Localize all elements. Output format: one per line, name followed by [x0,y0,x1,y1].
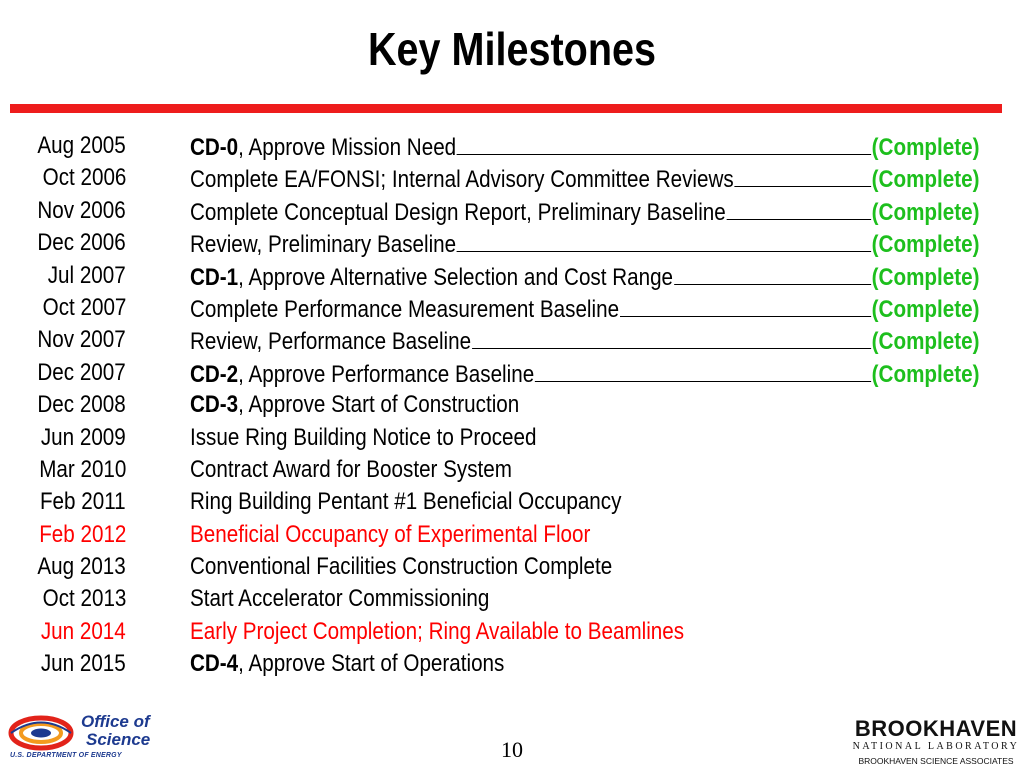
milestone-description [190,486,979,518]
milestone-row [0,454,1024,486]
milestone-date: Feb 2012 [38,520,126,548]
milestone-date: Oct 2013 [42,585,126,613]
status-complete: (Complete) [871,166,980,194]
milestone-text-body: Complete EA/FONSI; Internal Advisory Committee Reviews [190,166,734,194]
bnl-logo-name: BROOKHAVEN [854,716,1018,741]
milestone-text-body: Contract Award for Booster System [190,455,512,483]
milestone-description [190,357,979,391]
milestone-date: Aug 2013 [37,553,126,581]
milestone-description [190,227,979,261]
status-complete: (Complete) [871,134,980,161]
bnl-logo-lab: NATIONAL LABORATORY [852,741,1020,752]
milestone-text-body: , Approve Performance Baseline [238,360,535,388]
title-rule [10,104,1002,113]
milestone-description [190,422,979,454]
milestone-text-body: Ring Building Pentant #1 Beneficial Occupancy [190,488,622,516]
milestone-description [190,130,979,164]
milestone-row [0,227,1024,259]
milestone-text-body: Start Accelerator Commissioning [190,585,490,613]
milestone-text [190,294,619,326]
milestone-row [0,162,1024,194]
milestone-row [0,486,1024,518]
milestone-description [190,616,979,648]
milestone-text-body: Beneficial Occupancy of Experimental Floor [190,520,591,548]
milestone-description [190,195,979,229]
milestone-date: Oct 2006 [42,164,126,192]
milestone-description [190,162,979,196]
milestone-text-body: , Approve Alternative Selection and Cost Range [238,263,674,291]
milestone-text [190,551,612,583]
milestone-description [190,454,979,486]
doe-swirl-icon [8,714,78,752]
milestone-date: Mar 2010 [38,455,126,483]
status-complete: (Complete) [871,295,980,323]
milestone-text [190,616,684,648]
status-complete: (Complete) [871,231,980,259]
leader-line [674,260,871,285]
milestone-text [190,326,471,358]
critical-decision-label: CD-1 [190,263,239,291]
milestone-row [0,195,1024,227]
critical-decision-label: CD-0 [190,134,239,161]
milestone-text [190,422,536,454]
status-complete: (Complete) [871,328,980,356]
leader-line [457,227,871,252]
leader-line [735,162,871,187]
milestone-text [190,583,489,615]
status-complete: (Complete) [871,360,980,388]
milestone-date: Jun 2014 [41,617,126,645]
milestone-description [190,583,979,615]
milestone-date: Jun 2009 [41,423,126,451]
milestone-text-body: Issue Ring Building Notice to Proceed [190,423,537,451]
bnl-logo-associates: BROOKHAVEN SCIENCE ASSOCIATES [858,756,1014,766]
milestone-text [190,164,734,196]
page-number: 10 [501,737,523,762]
milestone-row [0,292,1024,324]
milestone-description [190,519,979,551]
milestone-row [0,324,1024,356]
milestone-date: Dec 2006 [37,229,126,257]
milestone-text-body: Early Project Completion; Ring Available to Beamlines [190,617,685,645]
leader-line [727,195,871,220]
milestone-date: Jun 2015 [41,650,126,678]
status-complete: (Complete) [871,263,980,291]
milestone-description [190,292,979,326]
critical-decision-label: CD-3 [190,391,239,419]
milestone-description [190,260,979,294]
milestone-text-body: Review, Preliminary Baseline [190,231,457,259]
milestone-text [190,197,726,229]
milestone-text [190,454,512,486]
doe-logo-line2: Science [86,730,151,749]
milestone-date: Aug 2005 [37,132,126,159]
milestone-description [190,648,979,680]
milestone-description [190,389,979,421]
milestone-row [0,389,1024,421]
milestone-list [0,130,1024,681]
milestone-row [0,551,1024,583]
slide-title: Key Milestones [367,23,657,75]
milestone-date: Dec 2007 [37,358,126,386]
milestone-text [190,519,590,551]
milestone-date: Nov 2007 [37,326,126,354]
milestone-date: Feb 2011 [40,488,126,516]
critical-decision-label: CD-4 [190,650,239,678]
milestone-text-body: Complete Performance Measurement Baseline [190,295,620,323]
milestone-row [0,519,1024,551]
milestone-text [190,229,456,261]
doe-logo-line1: Office of [81,712,150,731]
leader-line [457,130,871,155]
milestone-date: Oct 2007 [42,293,126,321]
milestone-row [0,422,1024,454]
brookhaven-logo [850,718,1022,766]
milestone-text [190,486,621,518]
milestone-description [190,551,979,583]
leader-line [472,324,871,349]
milestone-date: Jul 2007 [47,261,126,289]
leader-line [620,292,871,317]
milestone-row [0,357,1024,389]
milestone-text-body: , Approve Mission Need [238,134,457,161]
milestone-text [190,648,504,680]
milestone-row [0,616,1024,648]
status-complete: (Complete) [871,198,980,226]
milestone-text-body: , Approve Start of Operations [238,650,505,678]
milestone-text [190,262,673,294]
milestone-date: Dec 2008 [37,391,126,419]
milestone-text [190,389,519,421]
milestone-row [0,130,1024,162]
milestone-row [0,583,1024,615]
doe-logo-line3: U.S. DEPARTMENT OF ENERGY [10,752,122,759]
milestone-text-body: Review, Performance Baseline [190,328,472,356]
milestone-text-body: , Approve Start of Construction [238,391,520,419]
leader-line [535,357,871,382]
milestone-row [0,260,1024,292]
milestone-row [0,648,1024,680]
milestone-description [190,324,979,358]
milestone-text-body: Complete Conceptual Design Report, Preliminary Baseline [190,198,726,226]
milestone-text [190,359,534,391]
milestone-text [190,132,456,164]
milestone-text-body: Conventional Facilities Construction Complete [190,553,613,581]
doe-office-of-science-logo [8,712,163,762]
milestone-date: Nov 2006 [37,196,126,224]
critical-decision-label: CD-2 [190,360,239,388]
